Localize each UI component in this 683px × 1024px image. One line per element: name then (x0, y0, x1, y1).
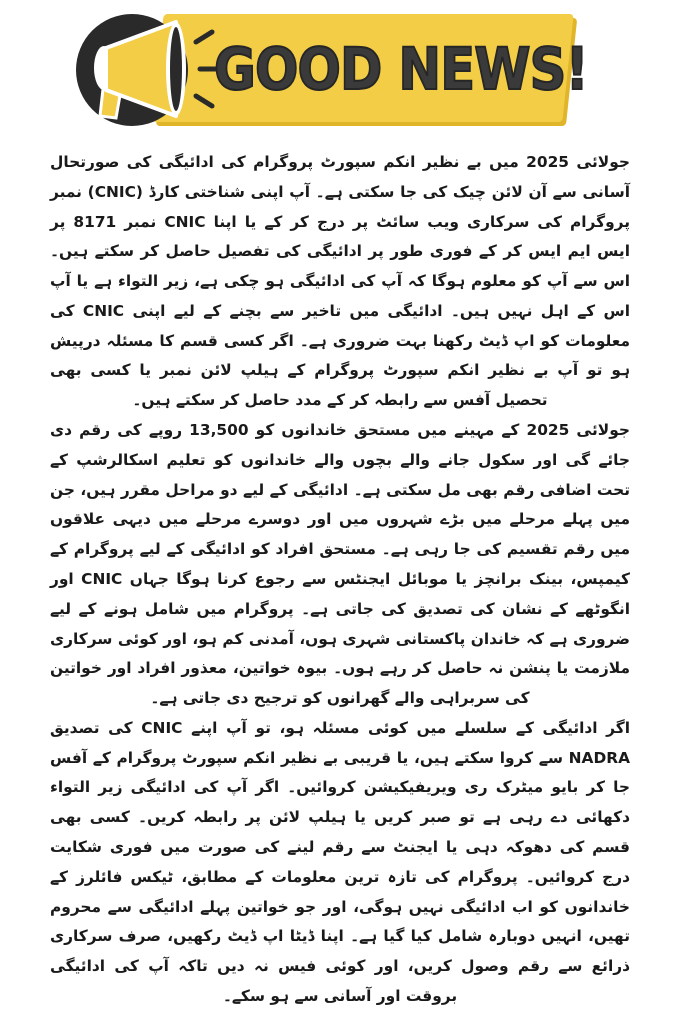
article-paragraph: اگر ادائیگی کے سلسلے میں کوئی مسئلہ ہو، تو آپ اپنے CNIC کی تصدیق NADRA سے کروا سکتے ہیں، یا قریبی بے نظیر انکم سپورٹ پروگرام کے آفس جا کر بایو میٹرک ری ویریفیکیشن کروائیں۔ اگر آپ کی ادائیگی زیر التواء دکھائی دے رہی ہے تو صبر کریں یا ہیلپ لائن پر رابطہ کریں۔ کسی بھی قسم کی دھوکہ دہی یا ایجنٹ سے رقم لینے کی صورت میں فوری شکایت درج کروائیں۔ پروگرام کی تازہ ترین معلومات کے مطابق، ٹیکس فائلرز کے خاندانوں کو اب ادائیگی نہیں ہوگی، اور جو خواتین پہلے ادائیگی سے محروم تھیں، انہیں دوبارہ شامل کیا گیا ہے۔ اپنا ڈیٹا اپ ڈیٹ رکھیں، صرف سرکاری ذرائع سے رقم وصول کریں، اور کوئی فیس نہ دیں تاکہ آپ کی ادائیگی بروقت اور آسانی سے ہو سکے۔ (50, 718, 630, 1005)
good-news-banner (0, 0, 683, 140)
article-paragraph: جولائی 2025 میں بے نظیر انکم سپورٹ پروگرام کی ادائیگی کی صورتحال آسانی سے آن لائن چیک کی جا سکتی ہے۔ آپ اپنی شناختی کارڈ (CNIC) نمبر پروگرام کی سرکاری ویب سائٹ پر درج کر کے یا اپنا CNIC نمبر 8171 پر ایس ایم ایس کر کے فوری طور پر ادائیگی کی تفصیل حاصل کر سکتے ہیں۔ اس سے آپ کو معلوم ہوگا کہ آپ کی ادائیگی ہو چکی ہے، زیر التواء ہے یا آپ اس کے اہل نہیں ہیں۔ ادائیگی میں تاخیر سے بچنے کے لیے اپنی CNIC کی معلومات کو اپ ڈیٹ رکھنا بہت ضروری ہے۔ اگر کسی قسم کا مسئلہ درپیش ہو تو آپ بے نظیر انکم سپورٹ پروگرام کے ہیلپ لائن نمبر یا کسی بھی تحصیل آفس سے رابطہ کر کے مدد حاصل کر سکتے ہیں۔ (50, 153, 631, 410)
megaphone-icon (70, 8, 220, 133)
article-paragraph: جولائی 2025 کے مہینے میں مستحق خاندانوں کو 13,500 روپے کی رقم دی جائے گی اور سکول جانے والے بچوں والے خاندانوں کو تعلیم اسکالرشپ کے تحت اضافی رقم بھی مل سکتی ہے۔ ادائیگی کے لیے دو مراحل مقرر ہیں، جن میں پہلے مرحلے میں بڑے شہروں میں اور دوسرے مرحلے میں دیہی علاقوں میں رقم تقسیم کی جا رہی ہے۔ مستحق افراد کو ادائیگی کے لیے پروگرام کے کیمپس، بینک برانچز یا موبائل ایجنٹس سے رجوع کرنا ہوگا جہاں CNIC اور انگوٹھے کے نشان کی تصدیق کی جاتی ہے۔ پروگرام میں شامل ہونے کے لیے ضروری ہے کہ خاندان پاکستانی شہری ہوں، آمدنی کم ہو، اور کوئی سرکاری ملازمت یا پنشن نہ حاصل کر رہے ہوں۔ بیوہ خواتین، معذور افراد اور خواتین کی سربراہی والے گھرانوں کو ترجیح دی جاتی ہے۔ (50, 421, 630, 708)
article-body (50, 148, 630, 1012)
banner-title: GOOD NEWS! (214, 35, 588, 103)
